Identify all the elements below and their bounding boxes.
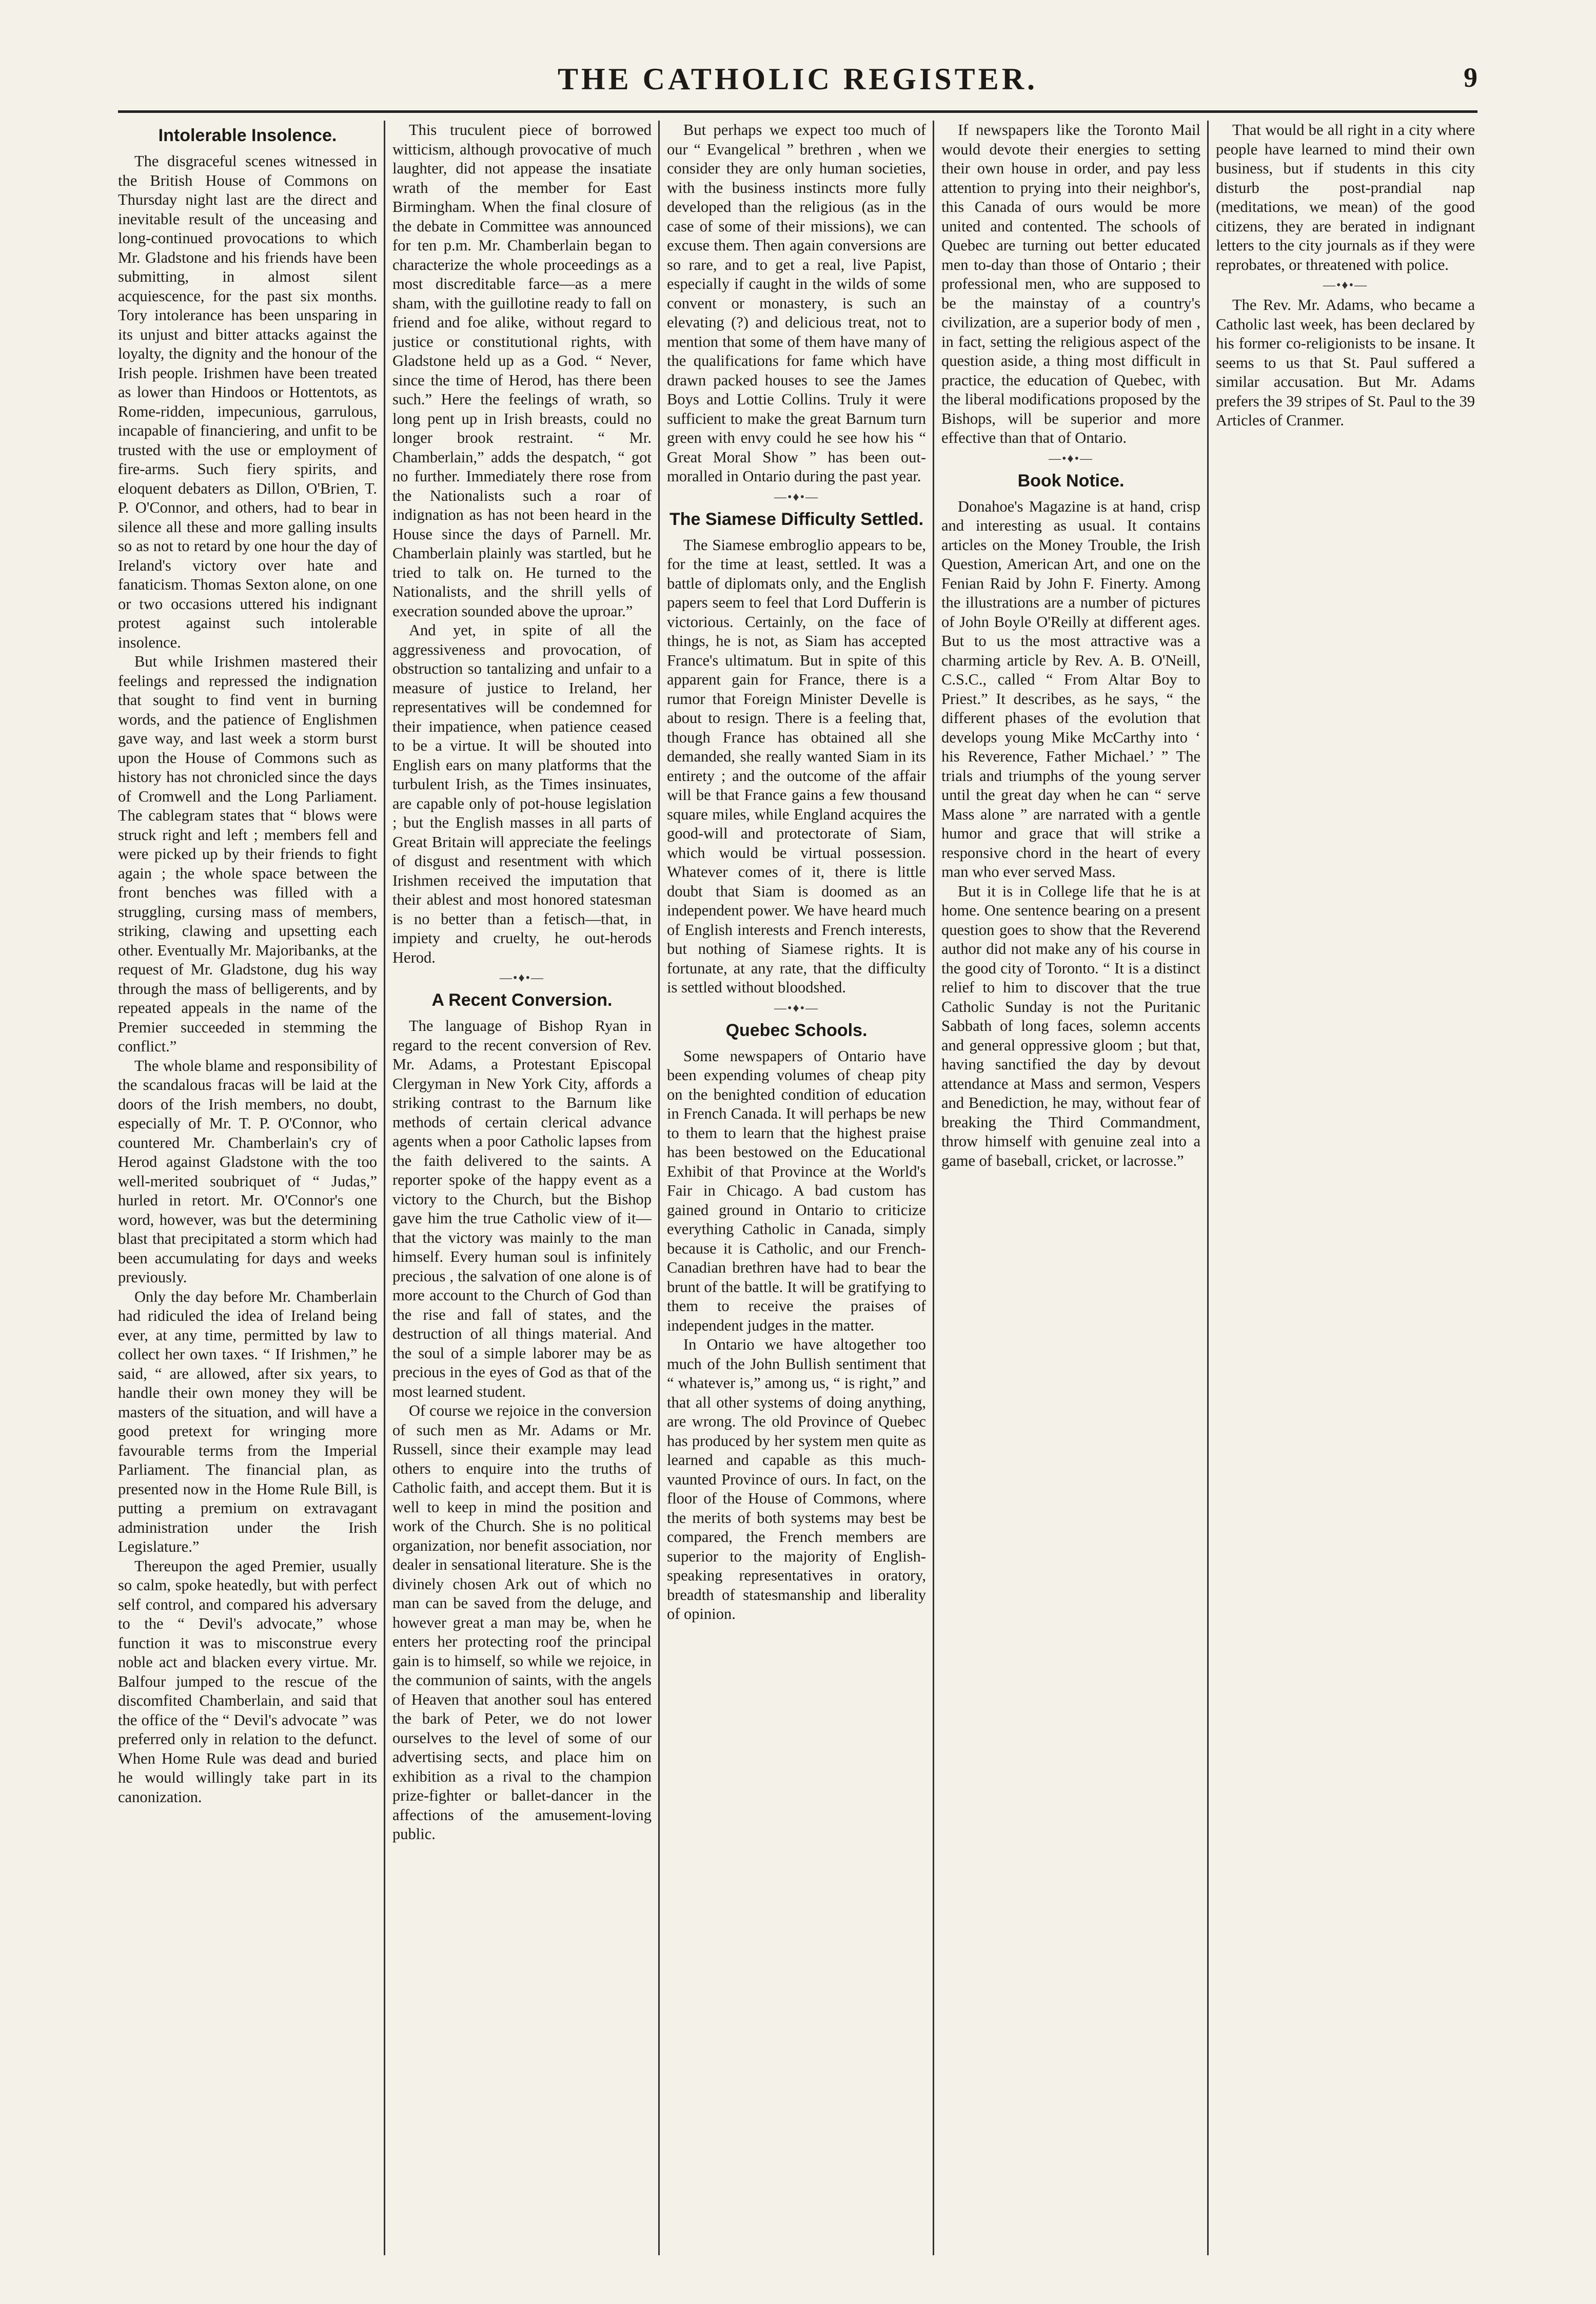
article-paragraph: But it is in College life that he is at home. One sentence bearing on a present question goes to show that the Reverend author did not make any of his course in the good city of Toronto. “ It is a distinct relief to him to discover that the true Catholic Sunday is not the Puritanic Sabbath of long faces, solemn accents and general oppressive gloom ; but that, having sanctified the day by devout attendance at Mass and sermon, Vespers and Benediction, he may, without fear of breaking the Third Commandment, throw himself with genuine zeal into a game of baseball, cricket, or lacrosse.” (941, 882, 1200, 1169)
masthead-rule (118, 110, 1477, 113)
newspaper-title: THE CATHOLIC REGISTER. (557, 62, 1038, 96)
article-paragraph: This truculent piece of borrowed witticism, although provocative of much laughter, did not appease the insatiate wrath of the member for East Birmingham. When the final closure of the debate in Committee was announced for ten p.m. Mr. Chamberlain began to characterize the whole proceedings as a most discreditable farce—as a mere sham, with the guillotine ready to fall on friend and foe alike, without regard to justice or constitutional rights, with Gladstone held up as a God. “ Never, since the time of Herod, has there been such.” Here the feelings of wrath, so long pent up in Irish breasts, could no longer brook restraint. “ Mr. Chamberlain,” adds the despatch, “ got no further. Immediately there rose from the Nationalists such a roar of indignation as has not been heard in the House since the days of Parnell. Mr. Chamberlain plainly was startled, but he tried to talk on. He turned to the Nationalists, and the shrill yells of execration sounded above the uproar.” (392, 121, 652, 620)
column-2 (392, 121, 652, 2255)
article-heading-intolerable-insolence: Intolerable Insolence. (158, 126, 337, 145)
column-1 (118, 121, 377, 2255)
column-rule (658, 121, 660, 2255)
section-divider: —•♦•— (1048, 452, 1094, 465)
column-rule (933, 121, 934, 2255)
column-5 (1216, 121, 1475, 2255)
article-paragraph: The disgraceful scenes witnessed in the British House of Commons on Thursday night last are the direct and inevitable result of the unceasing and long-continued provocations to which Mr. Gladstone and his friends have been submitting, in almost silent acquiescence, for the past six months. Tory intolerance has been unsparing in its unjust and bitter attacks against the loyalty, the dignity and the honour of the Irish people. Irishmen have been treated as lower than Hindoos or Hottentots, as Rome-ridden, impecunious, garrulous, incapable of financiering, and unfit to be trusted with the use or employment of fire-arms. Such fiery spirits, and eloquent debaters as Dillon, O'Brien, T. P. O'Connor, and others, had to bear in silence all these and more galling insults so as not to retard by one hour the day of Ireland's victory over hate and fanaticism. Thomas Sexton alone, on one or two occasions uttered his indignant protest against such intolerable insolence. (118, 152, 377, 651)
section-divider: —•♦•— (1323, 279, 1368, 292)
article-paragraph: If newspapers like the Toronto Mail would devote their energies to setting their own house in order, and pay less attention to prying into their neighbor's, this Canada of ours would be more united and contented. The schools of Quebec are turning out better educated men to-day than those of Ontario ; their professional men, who are supposed to be the mainstay of a country's civilization, are a superior body of men , in fact, setting the religious aspect of the question aside, a thing most difficult in practice, the education of Quebec, with the liberal modifications proposed by the Bishops, will be superior and more effective than that of Ontario. (941, 121, 1200, 446)
article-paragraph: But perhaps we expect too much of our “ Evangelical ” brethren , when we consider they are only human societies, with the business instincts more fully developed than the religious (as in the case of some of their missions), we can excuse them. Then again conversions are so rare, and to get a real, live Papist, especially if caught in the wilds of some convent or monastery, is such an elevating (?) and delicious treat, not to mention that some of them have many of the qualifications for fame which have drawn packed houses to see the James Boys and Lottie Collins. Truly it were sufficient to make the great Barnum turn green with envy could he see how his “ Great Moral Show ” has been out-moralled in Ontario during the past year. (667, 121, 926, 485)
article-heading-quebec-schools: Quebec Schools. (725, 1020, 868, 1040)
column-rule (1207, 121, 1209, 2255)
article-paragraph: Only the day before Mr. Chamberlain had ridiculed the idea of Ireland being ever, at any time, permitted by law to collect her own taxes. “ If Irishmen,” he said, “ are allowed, after six years, to handle their own money they will be masters of the situation, and will have a good pretext for wringing more favourable terms from the Imperial Parliament. The financial plan, as presented now in the Home Rule Bill, is putting a premium on extravagant administration under the Irish Legislature.” (118, 1287, 377, 1555)
column-rule (384, 121, 385, 2255)
article-paragraph: The language of Bishop Ryan in regard to the recent conversion of Rev. Mr. Adams, a Protestant Episcopal Clergyman in New York City, affords a striking contrast to the Barnum like methods of certain clerical advance agents when a poor Catholic lapses from the faith delivered to the saints. A reporter spoke of the happy event as a victory to the Church, but the Bishop gave him the true Catholic view of it—that the victory was mainly to the man himself. Every human soul is infinitely precious , the salvation of one alone is of more account to the Church of God than the rise and fall of states, and the destruction of all things material. And the soul of a simple laborer may be as precious in the eyes of God as that of the most learned student. (392, 1017, 652, 1400)
article-columns (118, 121, 1477, 2255)
column-4 (941, 121, 1200, 2255)
article-paragraph: The Siamese embroglio appears to be, for the time at least, settled. It was a battle of diplomats only, and the English papers seem to feel that Lord Dufferin is victorious. Certainly, on the face of things, he is not, as Siam has accepted France's ultimatum. But in spite of this apparent gain for France, there is a rumor that Foreign Minister Develle is about to resign. There is a feeling that, though France has obtained all she demanded, she really wanted Siam in its entirety ; and the outcome of the affair will be that France gains a few thousand square miles, while England acquires the good-will and protectorate of Siam, which would be virtual possession. Whatever comes of it, there is little doubt that Siam is doomed as an independent power. We have heard much of English interests and French interests, but nothing of Siamese rights. It is fortunate, at any rate, that the difficulty is settled without bloodshed. (667, 536, 926, 996)
section-divider: —•♦•— (774, 490, 819, 504)
article-paragraph: And yet, in spite of all the aggressiveness and provocation, of obstruction so tantalizing and unfair to a measure of justice to Ireland, her representatives will be condemned for their impatience, when patience ceased to be a virtue. It will be shouted into English ears on many platforms that the turbulent Irish, as the Times insinuates, are capable only of pot-house legislation ; but the English masses in all parts of Great Britain will appreciate the feelings of disgust and resentment with which Irishmen received the imputation that their ablest and most honored statesman is no better than a fetisch—that, in impiety and cruelty, he out-herods Herod. (392, 621, 652, 966)
article-paragraph: The Rev. Mr. Adams, who became a Catholic last week, has been declared by his former co-religionists to be insane. It seems to us that St. Paul suffered a similar accusation. But Mr. Adams prefers the 39 stripes of St. Paul to the 39 Articles of Cranmer. (1216, 296, 1475, 429)
article-paragraph: Thereupon the aged Premier, usually so calm, spoke heatedly, but with perfect self control, and compared his adversary to the “ Devil's advocate,” whose function it was to misconstrue every noble act and blacken every virtue. Mr. Balfour jumped to the rescue of the discomfited Chamberlain, and said that the office of the “ Devil's advocate ” was preferred only in relation to the defunct. When Home Rule was dead and buried he would willingly take part in its canonization. (118, 1557, 377, 1806)
page-number: 9 (1464, 62, 1477, 93)
article-paragraph: That would be all right in a city where people have learned to mind their own business, but if students in this city disturb the post-prandial nap (meditations, we mean) of the good citizens, they are berated in indignant letters to the city journals as if they were reprobates, or threatened with police. (1216, 121, 1475, 274)
article-paragraph: In Ontario we have altogether too much of the John Bullish sentiment that “ whatever is,” among us, “ is right,” and that all other systems of doing anything, are wrong. The old Province of Quebec has produced by her system men quite as learned and capable as this much-vaunted Province of ours. In fact, on the floor of the House of Commons, where the merits of both systems may best be compared, the French members are superior to the majority of English-speaking representatives in oratory, breadth of statesmanship and liberality of opinion. (667, 1336, 926, 1623)
article-paragraph: Donahoe's Magazine is at hand, crisp and interesting as usual. It contains articles on the Money Trouble, the Irish Question, American Art, and one on the Fenian Raid by John F. Finerty. Among the illustrations are a number of pictures of John Boyle O'Reilly at different ages. But to us the most attractive was a charming article by Rev. A. B. O'Neill, C.S.C., called “ From Altar Boy to Priest.” It describes, as he says, “ the different phases of the evolution that develops young Mike McCarthy into ‘ his Reverence, Father Michael.’ ” The trials and triumphs of the young server until the great day when he can “ serve Mass alone ” are narrated with a gentle humor and grace that will strike a responsive chord in the heart of every man who ever served Mass. (941, 497, 1200, 881)
article-paragraph: Of course we rejoice in the conversion of such men as Mr. Adams or Mr. Russell, since their example may lead others to enquire into the truths of Catholic faith, and accept them. But it is well to keep in mind the position and work of the Church. She is no political organization, nor benefit association, nor dealer in sensational literature. She is the divinely chosen Ark out of which no man can be saved from the deluge, and however great a man may be, when he enters her protecting roof the principal gain is to himself, so while we rejoice, in the communion of saints, with the angels of Heaven that another soul has entered the bark of Peter, we do not lower ourselves to the level of some of our advertising sects, and place him on exhibition as a rival to the champion prize-fighter or ballet-dancer in the affections of the amusement-loving public. (392, 1402, 652, 1843)
article-paragraph: But while Irishmen mastered their feelings and repressed the indignation that sought to find vent in burning words, and the patience of Englishmen gave way, and last week a storm burst upon the House of Commons such as history has not chronicled since the days of Cromwell and the Long Parliament. The cablegram states that “ blows were struck right and left ; members fell and were picked up by their friends to fight again ; the whole space between the front benches was filled with a struggling, cursing mass of members, striking, clawing and upsetting each other. Eventually Mr. Majoribanks, at the request of Mr. Gladstone, dug his way through the mass of belligerents, and by repeated appeals in the name of the Premier succeeded in stemming the conflict.” (118, 653, 377, 1055)
masthead (118, 62, 1477, 113)
column-3 (667, 121, 926, 2255)
article-paragraph: The whole blame and responsibility of the scandalous fracas will be laid at the doors of the Irish members, no doubt, especially of Mr. T. P. O'Connor, who countered Mr. Chamberlain's cry of Herod against Gladstone with the too well-merited soubriquet of “ Judas,” hurled in retort. Mr. O'Connor's one word, however, was but the determining blast that precipitated a storm which had been accumulating for days and weeks previously. (118, 1057, 377, 1286)
article-heading-recent-conversion: A Recent Conversion. (431, 990, 613, 1010)
section-divider: —•♦•— (774, 1001, 819, 1015)
article-heading-book-notice: Book Notice. (1017, 471, 1125, 491)
article-heading-siamese-difficulty: The Siamese Difficulty Settled. (669, 509, 924, 529)
article-paragraph: Some newspapers of Ontario have been expending volumes of cheap pity on the benighted condition of education in French Canada. It will perhaps be new to them to learn that the highest praise has been bestowed on the Educational Exhibit of that Province at the World's Fair in Chicago. A bad custom has gained ground in Ontario to criticize everything Catholic in Canada, simply because it is Catholic, and our French-Canadian brethren have had to bear the brunt of the battle. It will be gratifying to them to receive the praises of independent judges in the matter. (667, 1047, 926, 1334)
section-divider: —•♦•— (499, 971, 545, 985)
